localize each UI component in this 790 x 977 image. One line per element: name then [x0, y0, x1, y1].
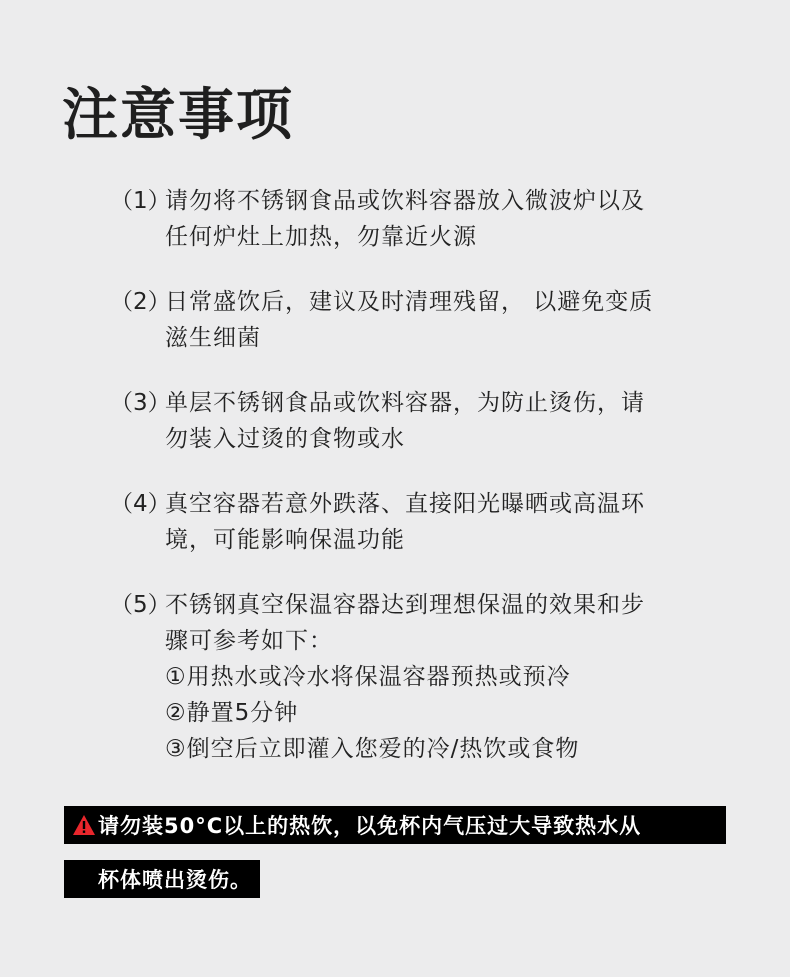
page-title: 注意事项: [62, 83, 294, 148]
notice-line: 滋生细菌: [165, 325, 261, 351]
notice-line: 不锈钢真空保温容器达到理想保温的效果和步: [165, 592, 645, 618]
notice-text: [165, 284, 705, 356]
warning-text-2: 杯体喷出烫伤。: [98, 868, 252, 892]
notice-number: （5）: [110, 592, 171, 618]
warning-triangle-icon: [72, 814, 96, 836]
notice-line: 单层不锈钢食品或饮料容器，为防止烫伤，请: [165, 390, 645, 416]
notice-item-5: [110, 587, 730, 767]
notice-line: 勿装入过烫的食物或水: [165, 426, 405, 452]
notice-line: 请勿将不锈钢食品或饮料容器放入微波炉以及: [165, 188, 645, 214]
notice-number: （2）: [110, 289, 171, 315]
notice-text: [165, 587, 705, 767]
warning-line-2: [64, 860, 260, 898]
notice-step: ①用热水或冷水将保温容器预热或预冷: [165, 664, 571, 690]
notice-item-1: [110, 183, 730, 255]
notice-text: [165, 183, 705, 255]
notice-line: 真空容器若意外跌落、直接阳光曝晒或高温环: [165, 491, 645, 517]
notice-text: [165, 385, 705, 457]
notice-number: （4）: [110, 491, 171, 517]
notice-line: 日常盛饮后，建议及时清理残留， 以避免变质: [165, 289, 654, 315]
notice-line: 境，可能影响保温功能: [165, 527, 405, 553]
notice-number: （1）: [110, 188, 171, 214]
notice-step: ③倒空后立即灌入您爱的冷/热饮或食物: [165, 736, 580, 762]
notice-number: （3）: [110, 390, 171, 416]
warning-line-1: [64, 806, 726, 844]
notice-line: 任何炉灶上加热，勿靠近火源: [165, 224, 477, 250]
notice-list: [110, 183, 730, 796]
notice-item-3: [110, 385, 730, 457]
warning-text-1: 请勿装50°C以上的热饮，以免杯内气压过大导致热水从: [98, 814, 642, 838]
notice-text: [165, 486, 705, 558]
notice-item-2: [110, 284, 730, 356]
notice-line: 骤可参考如下：: [165, 628, 333, 654]
warning-banner: [64, 806, 726, 898]
notice-item-4: [110, 486, 730, 558]
notice-step: ②静置5分钟: [165, 700, 299, 726]
